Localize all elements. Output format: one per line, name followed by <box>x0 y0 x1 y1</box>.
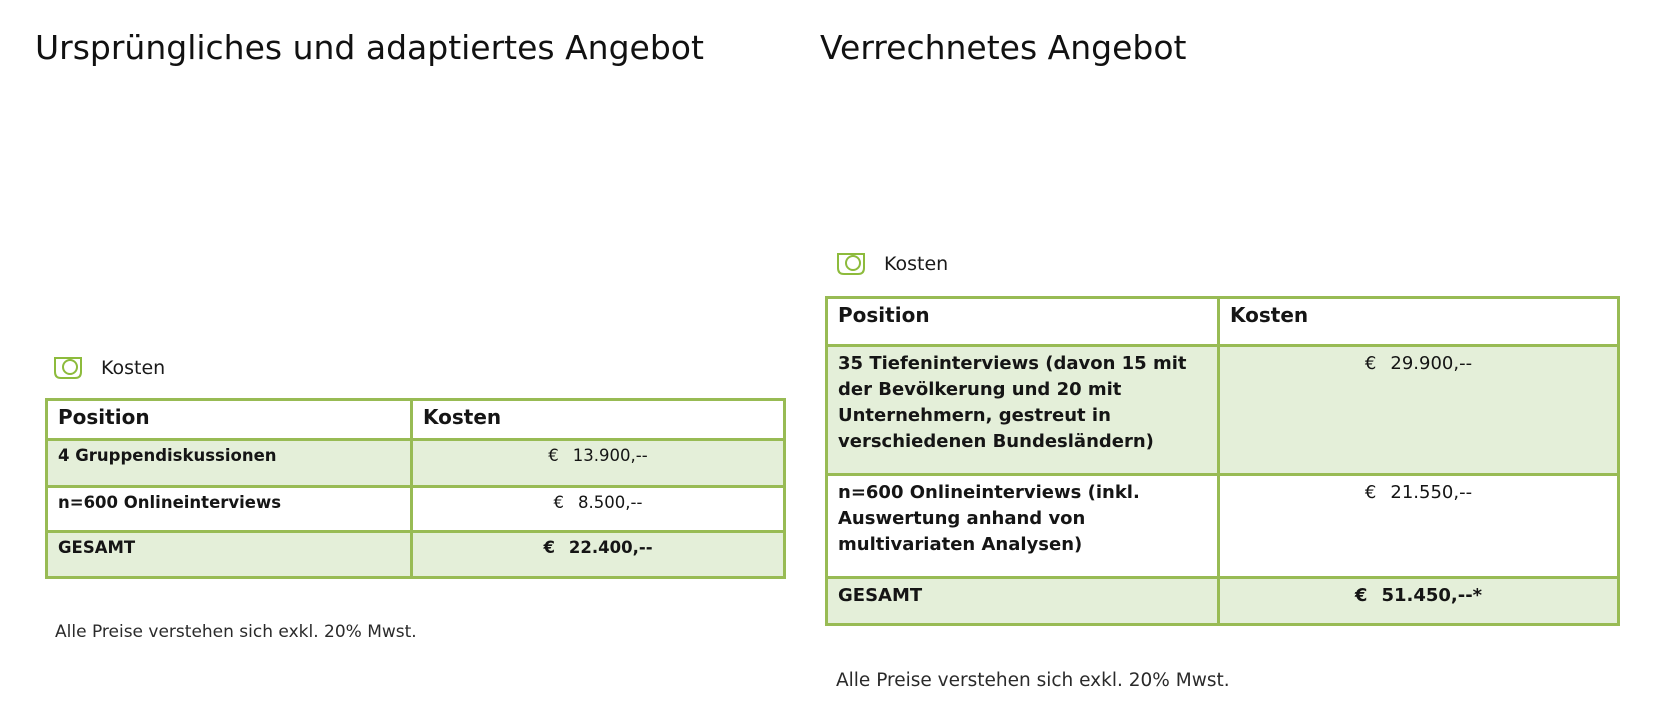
row-cost <box>412 440 785 487</box>
table-header-row <box>47 400 785 440</box>
vat-note-right: Alle Preise verstehen sich exkl. 20% Mwst. <box>836 670 1230 691</box>
cost-table-billed <box>825 296 1620 626</box>
cost-amount: 29.900,-- <box>1390 353 1473 374</box>
cost-amount: 8.500,-- <box>578 493 643 512</box>
vat-note-left: Alle Preise verstehen sich exkl. 20% Mwst. <box>55 622 417 642</box>
currency-symbol: € <box>548 446 559 465</box>
table-row <box>827 475 1619 578</box>
tag-folder-icon <box>836 251 866 276</box>
row-position: GESAMT <box>47 532 412 578</box>
row-cost <box>412 532 785 578</box>
row-position: 35 Tiefeninterviews (davon 15 mit der Bevölkerung und 20 mit Unternehmern, gestreut in verschiedenen Bundesländern) <box>827 346 1219 475</box>
table-total-row <box>47 532 785 578</box>
row-cost <box>1219 346 1619 475</box>
cost-amount: 22.400,-- <box>568 538 653 557</box>
row-position: n=600 Onlineinterviews <box>47 487 412 532</box>
currency-symbol: € <box>1364 482 1377 503</box>
section-label-left <box>53 355 165 380</box>
currency-symbol: € <box>1364 353 1377 374</box>
cost-amount: 51.450,--* <box>1381 585 1483 606</box>
table-row <box>47 440 785 487</box>
table-header-row <box>827 298 1619 346</box>
header-position: Position <box>47 400 412 440</box>
section-label-text: Kosten <box>101 356 166 379</box>
table-row <box>827 346 1619 475</box>
cost-amount: 13.900,-- <box>572 446 648 465</box>
row-cost <box>412 487 785 532</box>
row-cost <box>1219 475 1619 578</box>
table-total-row <box>827 578 1619 625</box>
section-label-text: Kosten <box>884 252 949 275</box>
table-row <box>47 487 785 532</box>
row-position: GESAMT <box>827 578 1219 625</box>
currency-symbol: € <box>553 493 565 512</box>
header-cost: Kosten <box>412 400 785 440</box>
cost-table-original <box>45 398 786 579</box>
section-label-right <box>836 251 948 276</box>
header-cost: Kosten <box>1219 298 1619 346</box>
cost-amount: 21.550,-- <box>1390 482 1473 503</box>
header-position: Position <box>827 298 1219 346</box>
heading-original-offer: Ursprüngliches und adaptiertes Angebot <box>35 28 704 67</box>
row-position: 4 Gruppendiskussionen <box>47 440 412 487</box>
currency-symbol: € <box>1354 585 1368 606</box>
tag-folder-icon <box>53 355 83 380</box>
currency-symbol: € <box>543 538 555 557</box>
row-position: n=600 Onlineinterviews (inkl. Auswertung anhand von multivariaten Analysen) <box>827 475 1219 578</box>
heading-billed-offer: Verrechnetes Angebot <box>820 28 1187 67</box>
row-cost <box>1219 578 1619 625</box>
